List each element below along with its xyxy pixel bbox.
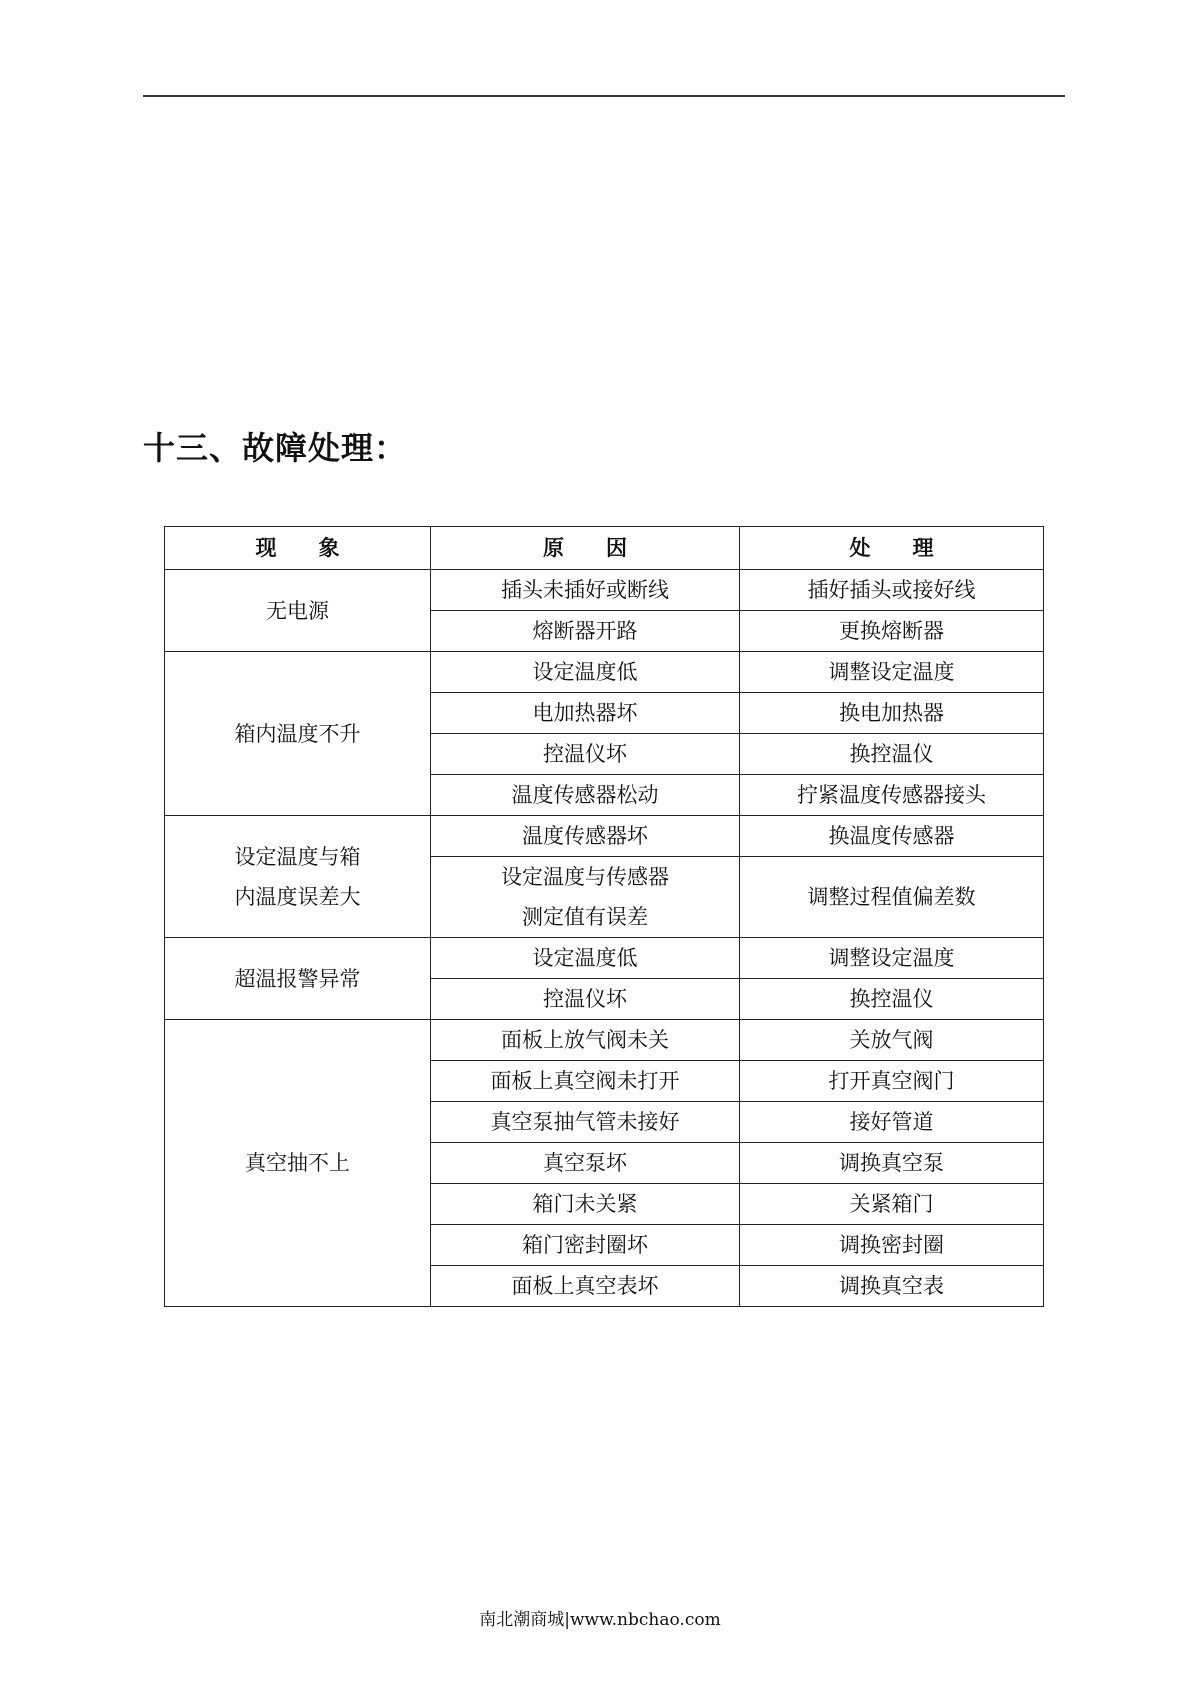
header-cause: 原 因 bbox=[431, 527, 740, 570]
cause-cell: 设定温度低 bbox=[431, 652, 740, 693]
cause-cell: 控温仪坏 bbox=[431, 734, 740, 775]
solution-cell: 打开真空阀门 bbox=[740, 1061, 1044, 1102]
symptom-cell: 超温报警异常 bbox=[165, 938, 431, 1020]
table-row bbox=[165, 570, 1044, 611]
cause-cell bbox=[431, 857, 740, 938]
solution-cell: 调整过程值偏差数 bbox=[740, 857, 1044, 938]
solution-cell: 换电加热器 bbox=[740, 693, 1044, 734]
header-rule bbox=[143, 95, 1065, 97]
cause-cell: 面板上真空阀未打开 bbox=[431, 1061, 740, 1102]
cause-cell: 设定温度低 bbox=[431, 938, 740, 979]
table-row bbox=[165, 652, 1044, 693]
header-symptom: 现 象 bbox=[165, 527, 431, 570]
symptom-cell: 真空抽不上 bbox=[165, 1020, 431, 1307]
cause-cell: 熔断器开路 bbox=[431, 611, 740, 652]
cause-cell: 控温仪坏 bbox=[431, 979, 740, 1020]
solution-cell: 关放气阀 bbox=[740, 1020, 1044, 1061]
page-footer: 南北潮商城|www.nbchao.com bbox=[479, 1610, 721, 1630]
solution-cell: 调整设定温度 bbox=[740, 652, 1044, 693]
symptom-cell: 无电源 bbox=[165, 570, 431, 652]
symptom-cell: 箱内温度不升 bbox=[165, 652, 431, 816]
solution-cell: 调整设定温度 bbox=[740, 938, 1044, 979]
solution-cell: 换控温仪 bbox=[740, 734, 1044, 775]
solution-cell: 调换密封圈 bbox=[740, 1225, 1044, 1266]
cause-text: 设定温度与传感器 测定值有误差 bbox=[501, 865, 669, 929]
cause-cell: 插头未插好或断线 bbox=[431, 570, 740, 611]
section-title: 十三、故障处理： bbox=[143, 429, 408, 467]
cause-cell: 箱门未关紧 bbox=[431, 1184, 740, 1225]
symptom-text: 设定温度与箱 内温度误差大 bbox=[234, 844, 361, 909]
solution-cell: 换温度传感器 bbox=[740, 816, 1044, 857]
table-row bbox=[165, 1020, 1044, 1061]
header-solution: 处 理 bbox=[740, 527, 1044, 570]
table-row bbox=[165, 938, 1044, 979]
solution-cell: 换控温仪 bbox=[740, 979, 1044, 1020]
cause-cell: 电加热器坏 bbox=[431, 693, 740, 734]
solution-cell: 调换真空泵 bbox=[740, 1143, 1044, 1184]
cause-cell: 面板上放气阀未关 bbox=[431, 1020, 740, 1061]
cause-cell: 温度传感器坏 bbox=[431, 816, 740, 857]
solution-cell: 调换真空表 bbox=[740, 1266, 1044, 1307]
cause-cell: 面板上真空表坏 bbox=[431, 1266, 740, 1307]
cause-cell: 箱门密封圈坏 bbox=[431, 1225, 740, 1266]
cause-cell: 真空泵坏 bbox=[431, 1143, 740, 1184]
fault-table bbox=[164, 526, 1044, 1307]
cause-cell: 温度传感器松动 bbox=[431, 775, 740, 816]
table-row bbox=[165, 816, 1044, 857]
solution-cell: 关紧箱门 bbox=[740, 1184, 1044, 1225]
solution-cell: 插好插头或接好线 bbox=[740, 570, 1044, 611]
symptom-cell bbox=[165, 816, 431, 938]
solution-cell: 拧紧温度传感器接头 bbox=[740, 775, 1044, 816]
solution-cell: 接好管道 bbox=[740, 1102, 1044, 1143]
cause-cell: 真空泵抽气管未接好 bbox=[431, 1102, 740, 1143]
solution-cell: 更换熔断器 bbox=[740, 611, 1044, 652]
table-header-row bbox=[165, 527, 1044, 570]
